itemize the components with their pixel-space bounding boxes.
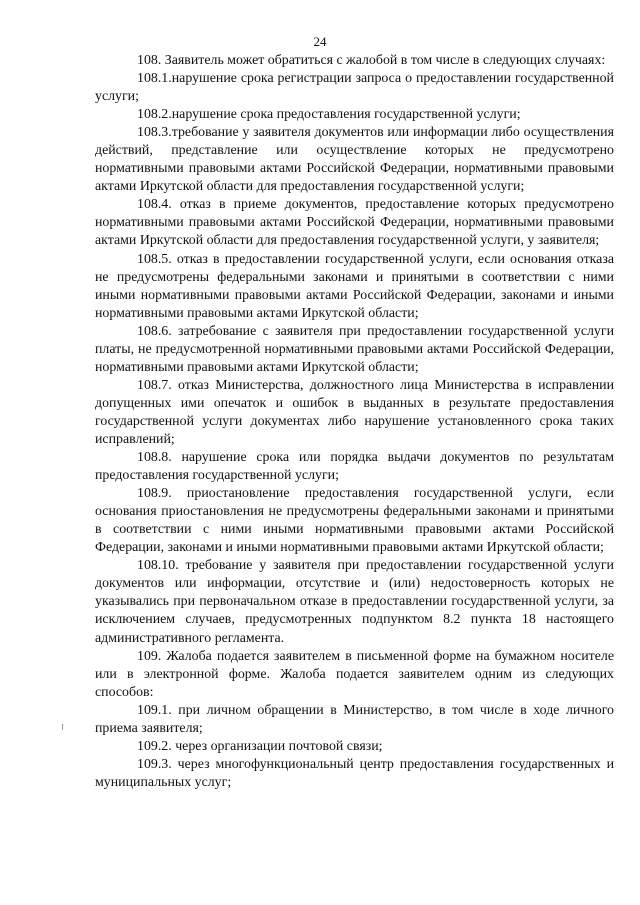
paragraph-109-1: 109.1. при личном обращении в Министерство, в том числе в ходе личного приема заявителя; <box>95 702 614 736</box>
paragraph-108-7: 108.7. отказ Министерства, должностного лица Министерства в исправлении допущенных ими опечаток и ошибок в выданных в результате предоставления государственной услуги документах либо нарушение установленного срока таких исправлений; <box>95 377 614 447</box>
paragraph-108-2: 108.2.нарушение срока предоставления государственной услуги; <box>137 107 521 123</box>
paragraph-108-1: 108.1.нарушение срока регистрации запроса о предоставлении государственной услуги; <box>95 71 614 105</box>
paragraph-108: 108. Заявитель может обратиться с жалобой в том числе в следующих случаях: <box>137 53 606 68</box>
paragraph-109-2: 109.2. через организации почтовой связи; <box>137 738 383 754</box>
margin-mark <box>62 724 63 730</box>
paragraph-108-8: 108.8. нарушение срока или порядка выдачи документов по результатам предоставления государственной услуги; <box>95 450 614 484</box>
paragraph-109-3: 109.3. через многофункциональный центр предоставления государственных и муниципальных услуг; <box>95 756 614 790</box>
paragraph-108-5: 108.5. отказ в предоставлении государственной услуги, если основания отказа не предусмотрены федеральными законами и принятыми в соответствии с ними иными нормативными правовыми актами Российской Федерации, законами и иными нормативными правовыми актами Иркутской области; <box>95 251 614 321</box>
paragraph-108-4: 108.4. отказ в приеме документов, предоставление которых предусмотрено нормативными правовыми актами Российской Федерации, нормативными правовыми актами Иркутской области для предоставления государственной услуги, у заявителя; <box>95 197 614 249</box>
page-number: 24 <box>313 34 327 49</box>
paragraph-108-9: 108.9. приостановление предоставления государственной услуги, если основания приостановления не предусмотрены федеральными законами и принятыми в соответствии с ними иными нормативными правовыми актами Российской Федерации, законами и иными нормативными правовыми актами Иркутской области; <box>95 486 614 556</box>
paragraph-108-3: 108.3.требование у заявителя документов или информации либо осуществления действий, представление или осуществление которых не предусмотрено нормативными правовыми актами Российской Федерации, нормативными правовыми актами Иркутской области для предоставления государственной услуги; <box>95 125 614 195</box>
paragraph-108-10: 108.10. требование у заявителя при предоставлении государственной услуги документов или информации, отсутствие и (или) недостоверность которых не указывались при первоначальном отказе в предоставлении государственной услуги, за исключением случаев, предусмотренных подпунктом 8.2 пункта 18 настоящего административного регламента. <box>95 558 614 646</box>
paragraph-109: 109. Жалоба подается заявителем в письменной форме на бумажном носителе или в электронной форме. Жалоба подается заявителем одним из следующих способов: <box>95 648 614 700</box>
document-body <box>95 52 614 792</box>
paragraph-108-6: 108.6. затребование с заявителя при предоставлении государственной услуги платы, не предусмотренной нормативными правовыми актами Российской Федерации, нормативными правовыми актами Иркутской области; <box>95 323 614 375</box>
